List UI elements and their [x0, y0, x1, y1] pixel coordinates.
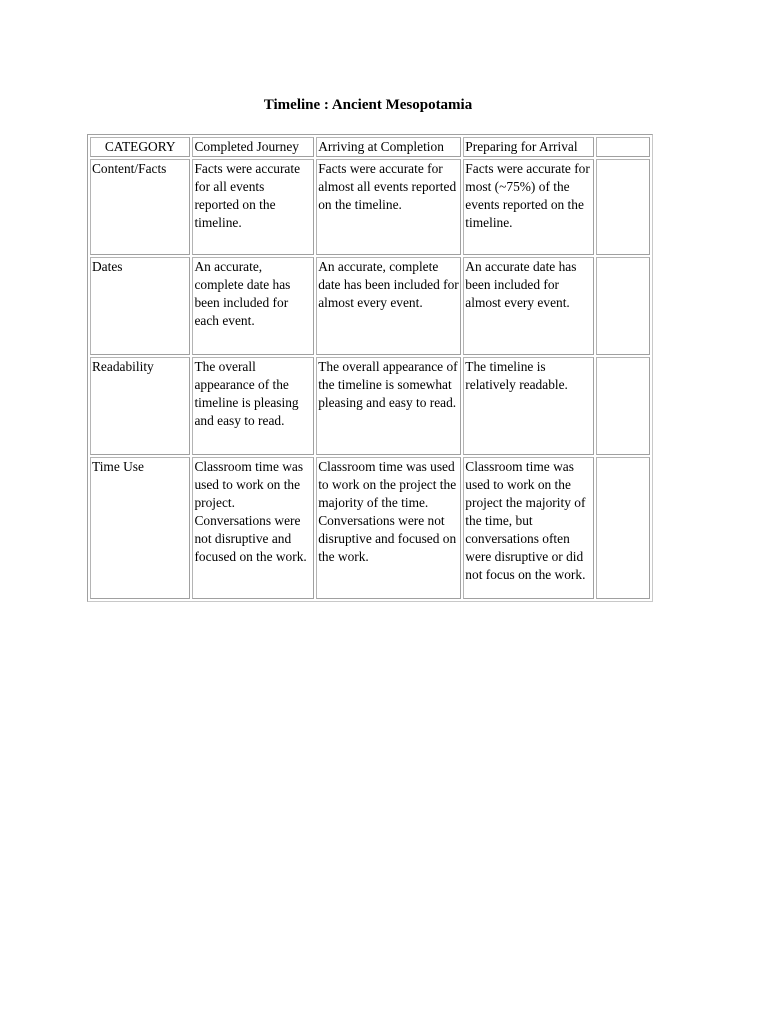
rubric-cell: An accurate, complete date has been included for each event.	[192, 257, 314, 355]
rubric-cell-empty	[596, 159, 650, 255]
table-row	[90, 257, 650, 355]
table-header-row	[90, 137, 650, 157]
page-title: Timeline : Ancient Mesopotamia	[263, 97, 473, 113]
category-cell: Time Use	[90, 457, 190, 599]
rubric-cell: Facts were accurate for almost all events reported on the timeline.	[316, 159, 461, 255]
rubric-cell: The timeline is relatively readable.	[463, 357, 594, 455]
rubric-cell: Classroom time was used to work on the project the majority of the time, but conversations often were disruptive or did not focus on the work.	[463, 457, 594, 599]
rubric-cell: Facts were accurate for most (~75%) of the events reported on the timeline.	[463, 159, 594, 255]
table-row	[90, 457, 650, 599]
rubric-cell-empty	[596, 357, 650, 455]
rubric-cell: The overall appearance of the timeline is pleasing and easy to read.	[192, 357, 314, 455]
rubric-cell-empty	[596, 457, 650, 599]
category-cell: Content/Facts	[90, 159, 190, 255]
rubric-cell: Facts were accurate for all events reported on the timeline.	[192, 159, 314, 255]
rubric-cell-empty	[596, 257, 650, 355]
header-cell-preparing-for-arrival: Preparing for Arrival	[463, 137, 594, 157]
rubric-cell: An accurate, complete date has been included for almost every event.	[316, 257, 461, 355]
rubric-cell: The overall appearance of the timeline is somewhat pleasing and easy to read.	[316, 357, 461, 455]
header-cell-category: CATEGORY	[90, 137, 190, 157]
category-cell: Readability	[90, 357, 190, 455]
table-row	[90, 159, 650, 255]
header-cell-arriving-at-completion: Arriving at Completion	[316, 137, 461, 157]
rubric-table	[87, 134, 653, 602]
rubric-cell: An accurate date has been included for almost every event.	[463, 257, 594, 355]
table-row	[90, 357, 650, 455]
header-cell-completed-journey: Completed Journey	[192, 137, 314, 157]
rubric-cell: Classroom time was used to work on the project the majority of the time. Conversations were not disruptive and focused on the work.	[316, 457, 461, 599]
header-cell-empty	[596, 137, 650, 157]
rubric-cell: Classroom time was used to work on the project. Conversations were not disruptive and focused on the work.	[192, 457, 314, 599]
category-cell: Dates	[90, 257, 190, 355]
